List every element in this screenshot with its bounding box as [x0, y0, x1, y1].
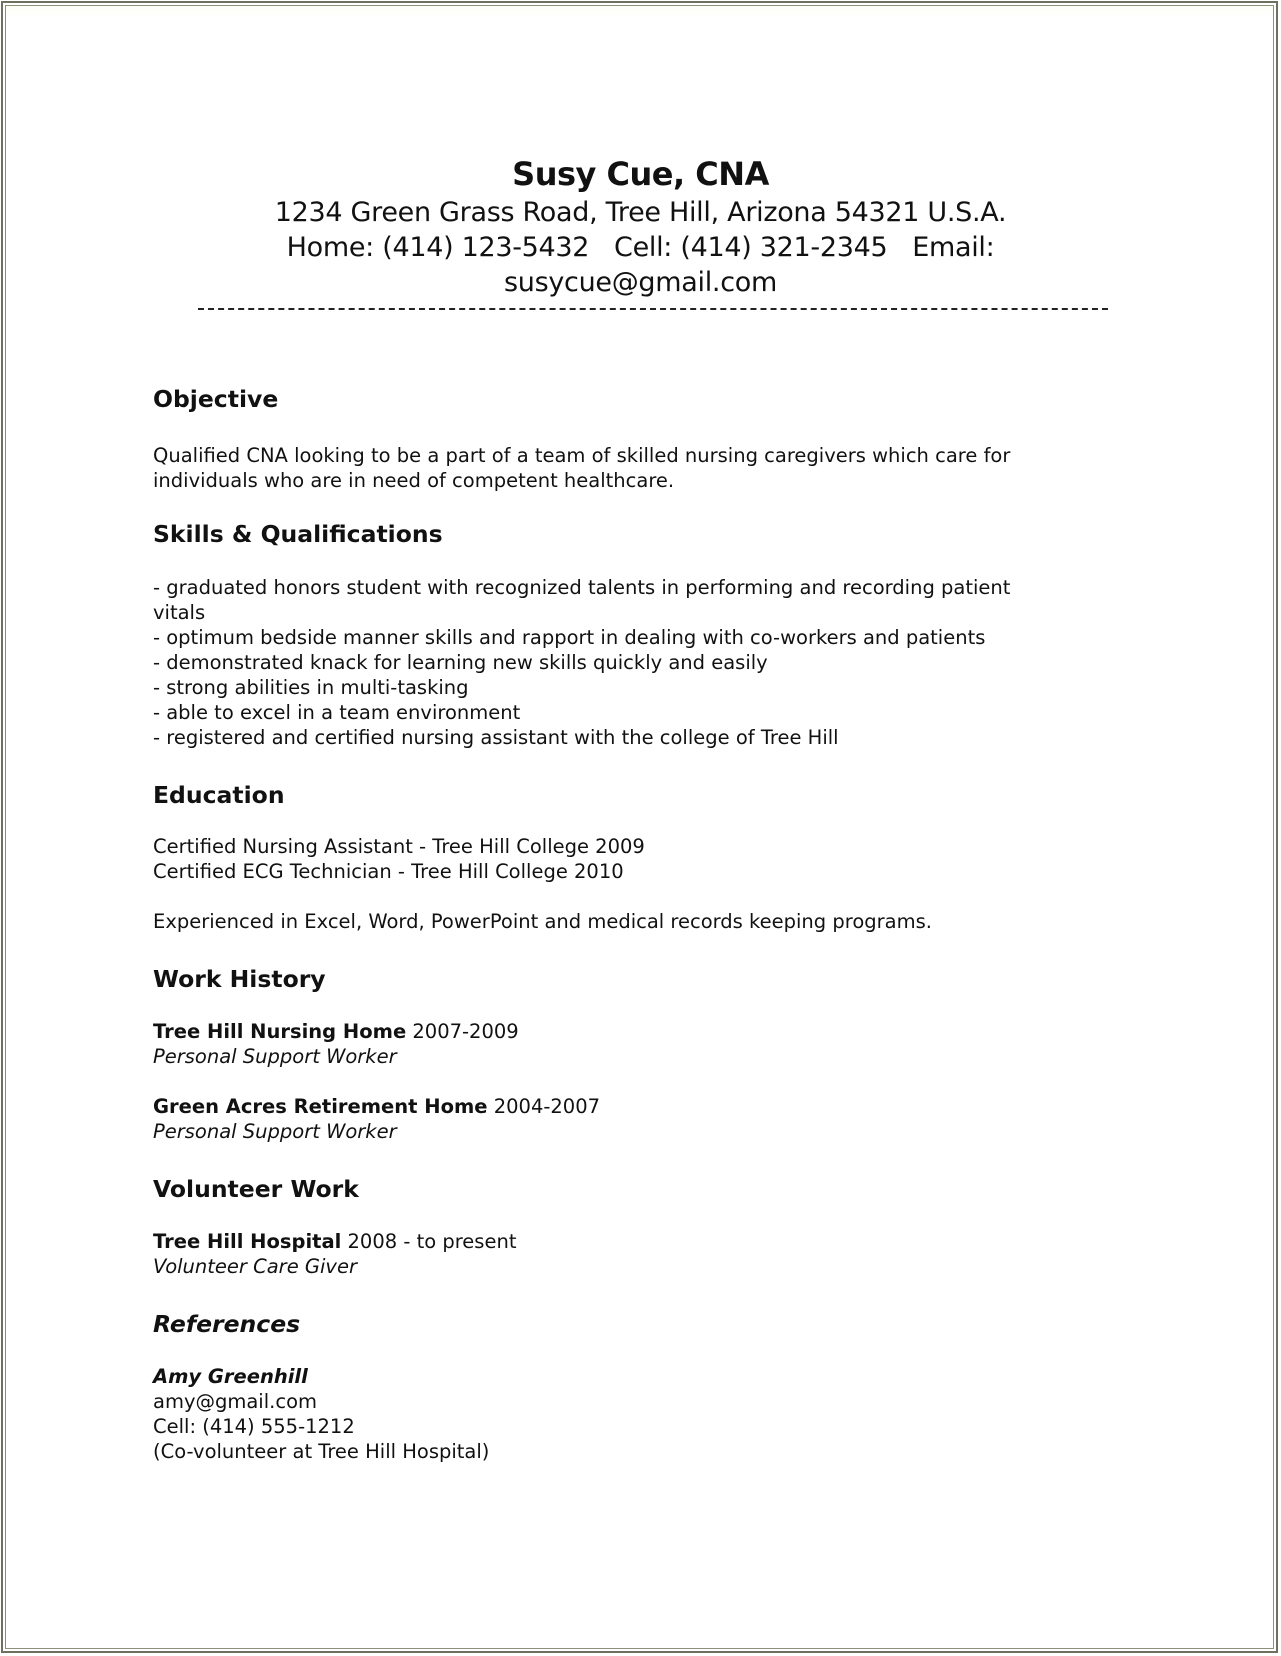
references-heading: References — [153, 1310, 301, 1338]
header-divider — [198, 308, 1108, 310]
job-employer: Tree Hill Nursing Home — [153, 1020, 407, 1043]
work-history-heading: Work History — [153, 965, 326, 993]
contact-line: Home: (414) 123-5432 Cell: (414) 321-2345 Email: — [286, 232, 995, 263]
reference-email: amy@gmail.com — [153, 1390, 317, 1413]
skill-line: - registered and certified nursing assistant with the college of Tree Hill — [153, 726, 839, 749]
skill-line: - optimum bedside manner skills and rapport in dealing with co-workers and patients — [153, 626, 986, 649]
volunteer-title: Volunteer Care Giver — [153, 1255, 357, 1278]
skill-line: - strong abilities in multi-tasking — [153, 676, 469, 699]
education-item: Certified ECG Technician - Tree Hill College 2010 — [153, 860, 624, 883]
job-header — [153, 1094, 600, 1119]
reference-phone: Cell: (414) 555-1212 — [153, 1415, 355, 1438]
skill-line: vitals — [153, 601, 206, 624]
job-employer: Green Acres Retirement Home — [153, 1095, 488, 1118]
volunteer-header — [153, 1229, 516, 1254]
email-line: susycue@gmail.com — [504, 267, 777, 298]
reference-name: Amy Greenhill — [153, 1365, 308, 1388]
job-dates: 2007-2009 — [406, 1020, 519, 1043]
education-note: Experienced in Excel, Word, PowerPoint and medical records keeping programs. — [153, 910, 932, 933]
skills-heading: Skills & Qualifications — [153, 520, 443, 548]
job-title: Personal Support Worker — [153, 1120, 397, 1143]
education-heading: Education — [153, 781, 285, 809]
job-dates: 2004-2007 — [487, 1095, 601, 1118]
job-header — [153, 1019, 519, 1044]
reference-note: (Co-volunteer at Tree Hill Hospital) — [153, 1440, 490, 1463]
skill-line: - graduated honors student with recognized talents in performing and recording patient — [153, 576, 1011, 599]
education-item: Certified Nursing Assistant - Tree Hill College 2009 — [153, 835, 645, 858]
objective-line: Qualified CNA looking to be a part of a team of skilled nursing caregivers which care for — [153, 444, 1011, 467]
address-line: 1234 Green Grass Road, Tree Hill, Arizona 54321 U.S.A. — [274, 197, 1007, 228]
volunteer-heading: Volunteer Work — [153, 1175, 359, 1203]
objective-line: individuals who are in need of competent healthcare. — [153, 469, 675, 492]
skill-line: - demonstrated knack for learning new skills quickly and easily — [153, 651, 768, 674]
volunteer-dates: 2008 - to present — [341, 1230, 517, 1253]
skill-line: - able to excel in a team environment — [153, 701, 521, 724]
volunteer-employer: Tree Hill Hospital — [153, 1230, 342, 1253]
objective-heading: Objective — [153, 385, 279, 413]
resume-name: Susy Cue, CNA — [512, 155, 769, 193]
job-title: Personal Support Worker — [153, 1045, 397, 1068]
